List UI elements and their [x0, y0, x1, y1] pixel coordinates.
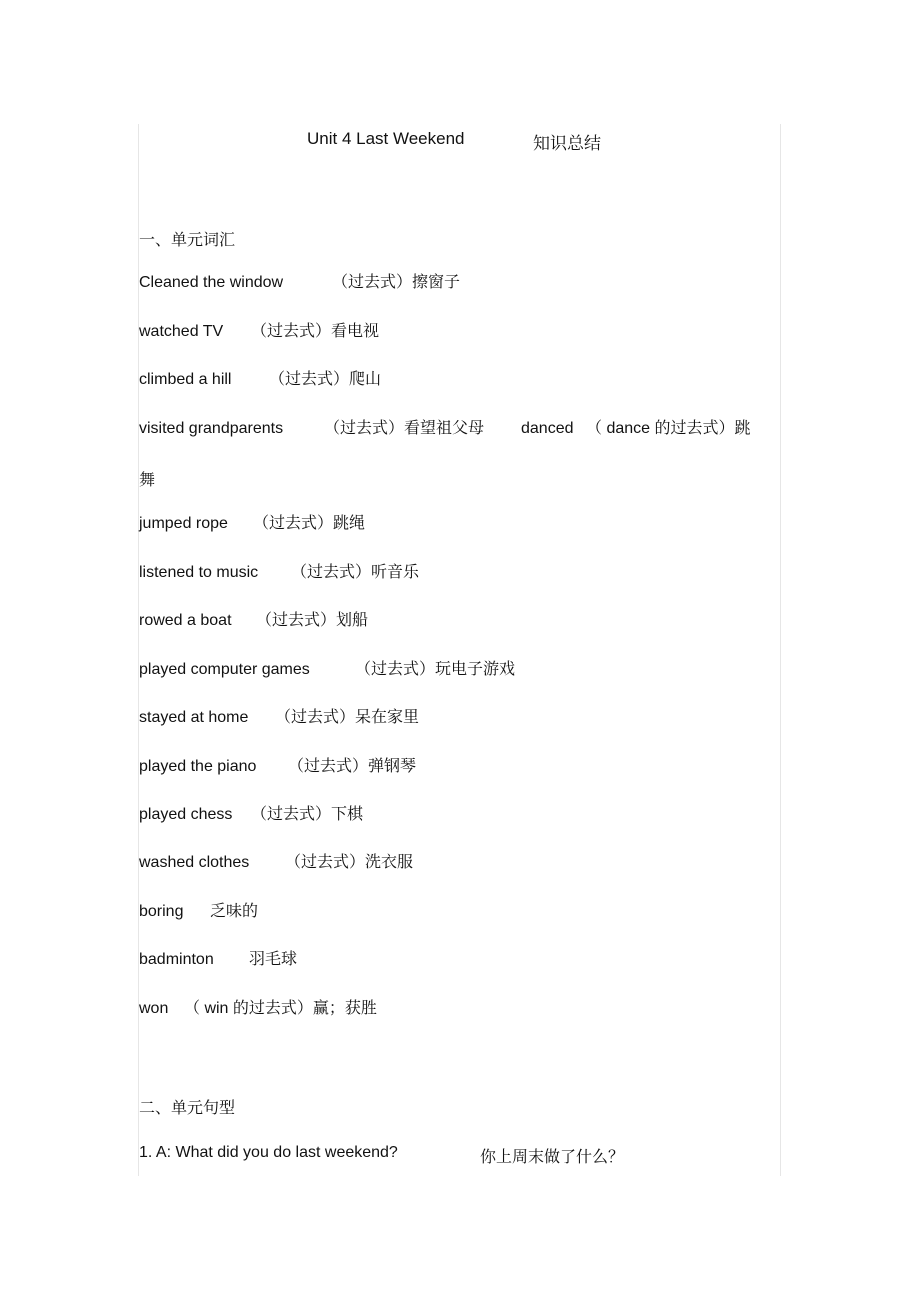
sentence-item — [139, 1144, 639, 1164]
vocab-term: watched TV — [139, 323, 224, 340]
vocab-gloss: （过去式）下棋 — [251, 806, 364, 823]
vocab-gloss: （过去式）跳绳 — [253, 515, 366, 532]
vocab-term: won — [139, 1000, 169, 1017]
title-chinese: 知识总结 — [533, 134, 601, 153]
vocab-gloss: （ win 的过去式）赢；获胜 — [184, 1000, 377, 1017]
vocab-term: played computer games — [139, 661, 310, 678]
vocab-item — [139, 419, 779, 439]
document-title — [307, 129, 601, 153]
vocab-gloss: （过去式）看电视 — [251, 323, 380, 340]
vocab-gloss: （过去式）擦窗子 — [332, 274, 461, 291]
vocab-section-heading: 一、单元词汇 — [139, 232, 236, 249]
title-english: Unit 4 Last Weekend — [307, 129, 465, 148]
vocab-term: Cleaned the window — [139, 274, 284, 291]
vocab-gloss: （ dance 的过去式）跳 — [586, 420, 751, 437]
vocab-gloss: （过去式）玩电子游戏 — [355, 661, 516, 678]
vocab-term: climbed a hill — [139, 371, 232, 388]
vocab-term: played the piano — [139, 758, 257, 775]
vocab-gloss: （过去式）爬山 — [269, 371, 382, 388]
vocab-term: badminton — [139, 951, 214, 968]
vocab-term: rowed a boat — [139, 612, 232, 629]
vocab-gloss: 乏味的 — [210, 903, 259, 920]
vocab-term: danced — [521, 420, 574, 437]
vocab-term: stayed at home — [139, 709, 249, 726]
vocab-gloss: （过去式）听音乐 — [291, 564, 420, 581]
sentence-english: 1. A: What did you do last weekend? — [139, 1144, 398, 1161]
vocab-gloss: （过去式）洗衣服 — [285, 854, 414, 871]
vocab-term: jumped rope — [139, 515, 228, 532]
vocab-gloss: （过去式）看望祖父母 — [324, 420, 485, 437]
sentence-chinese: 你上周末做了什么？ — [480, 1149, 625, 1166]
vocab-gloss: 羽毛球 — [249, 951, 298, 968]
vocab-gloss: （过去式）呆在家里 — [275, 709, 420, 726]
vocab-term: visited grandparents — [139, 420, 284, 437]
sentence-section-heading: 二、单元句型 — [139, 1100, 236, 1117]
vocab-term: played chess — [139, 806, 233, 823]
vocab-gloss: （过去式）划船 — [256, 612, 369, 629]
vocab-gloss-continued: 舞 — [139, 472, 156, 489]
vocab-term: listened to music — [139, 564, 259, 581]
page-border-right — [780, 124, 781, 1176]
vocab-term: boring — [139, 903, 184, 920]
vocab-term: washed clothes — [139, 854, 250, 871]
vocab-gloss: （过去式）弹钢琴 — [288, 758, 417, 775]
